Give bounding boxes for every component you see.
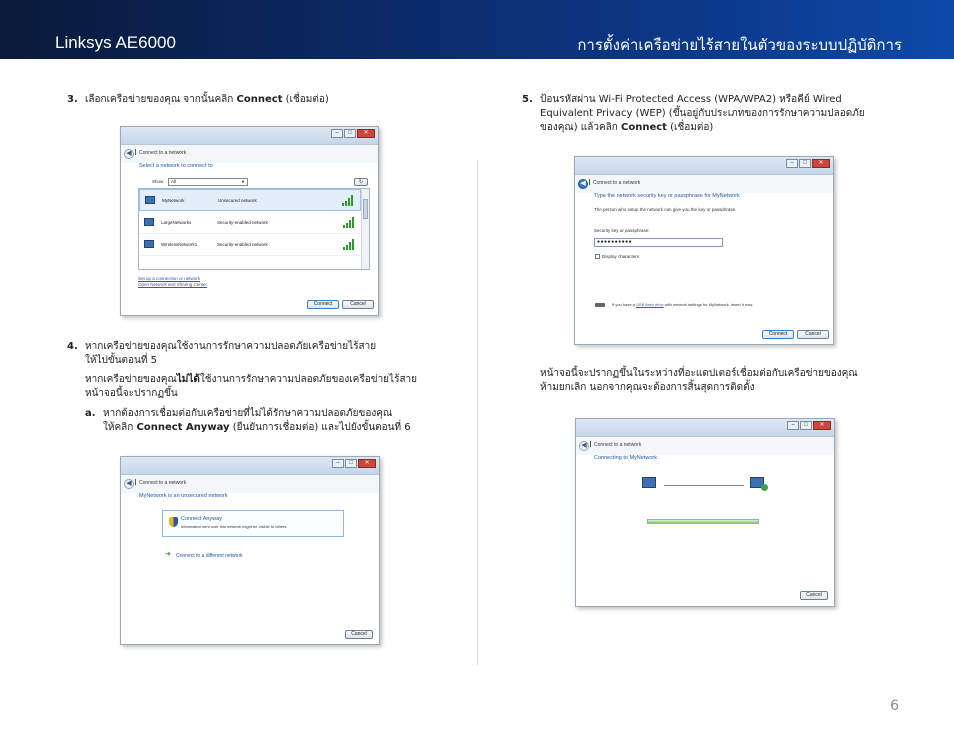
minimize-icon[interactable]: – [331, 129, 343, 138]
usb-text: with network settings for MyNetwork, insert it now. [663, 302, 754, 307]
step-text: (เชื่อมต่อ) [282, 94, 329, 105]
step-text: (เชื่อมต่อ) [666, 122, 714, 133]
step-text: หากเครือข่ายของคุณใช้งานการรักษาความปลอดภัยเครือข่ายไร้สาย [85, 341, 377, 352]
step-number: 3. [67, 94, 78, 105]
step-text: ของคุณ) แล้วคลิก [540, 122, 622, 133]
arrow-right-icon: ➜ [165, 551, 171, 558]
network-list [138, 188, 370, 270]
cancel-button[interactable]: Cancel [797, 330, 829, 339]
step-text: เลือกเครือข่ายของคุณ จากนั้นคลิก [85, 94, 237, 105]
step-4 [67, 340, 457, 368]
maximize-icon[interactable]: □ [345, 459, 357, 468]
column-divider [477, 160, 478, 665]
window-title: Connect to a network [139, 150, 187, 156]
para-text: ใช้งานการรักษาความปลอดภัยของเครือข่ายไร้สาย [199, 374, 418, 385]
window-content [121, 163, 378, 315]
maximize-icon[interactable]: □ [799, 159, 811, 168]
connect-different-link[interactable]: Connect to a different network [176, 553, 243, 559]
cancel-button[interactable]: Cancel [342, 300, 374, 309]
usb-note [612, 302, 753, 307]
network-status: Security-enabled network [217, 242, 268, 247]
connecting-window [575, 418, 835, 607]
network-row-largenetworks[interactable] [139, 212, 361, 234]
show-value: All [171, 179, 177, 184]
window-heading: Connecting to MyNetwork [594, 455, 657, 461]
option-description: Information sent over this network might be visible to others. [181, 524, 288, 529]
back-icon[interactable]: ◀ [578, 179, 588, 189]
title-bar [121, 457, 379, 475]
minimize-icon[interactable]: – [786, 159, 798, 168]
signal-icon [342, 195, 354, 206]
step-number: 5. [522, 94, 533, 105]
title-bar [576, 419, 834, 437]
minimize-icon[interactable]: – [787, 421, 799, 430]
step-5 [522, 93, 902, 135]
step-bold: Connect [236, 94, 283, 105]
show-select[interactable] [168, 178, 248, 186]
select-network-window [120, 126, 379, 316]
page-number: 6 [890, 698, 899, 714]
network-row-wirelessnetwork1[interactable] [139, 234, 361, 256]
title-bar [575, 157, 833, 175]
usb-flash-link[interactable]: USB flash drive [636, 302, 664, 307]
step-3 [67, 93, 457, 107]
connecting-note [540, 367, 910, 395]
step-text: ป้อนรหัสผ่าน Wi-Fi Protected Access (WPA/WPA2) หรือคีย์ Wired [540, 94, 842, 105]
cancel-button[interactable]: Cancel [345, 630, 373, 639]
back-icon[interactable]: ◀ [124, 149, 134, 159]
key-label: Security key or passphrase: [594, 228, 650, 233]
window-content [121, 493, 379, 644]
product-name: Linksys AE6000 [55, 33, 176, 52]
sub-text: (ยืนยันการเชื่อมต่อ) และไปยังขั้นตอนที่ 6 [229, 422, 411, 433]
close-icon[interactable]: ✕ [358, 459, 376, 468]
cancel-button[interactable]: Cancel [800, 591, 828, 600]
step-bold: Connect [621, 122, 667, 133]
section-title: การตั้งค่าเครือข่ายไร้สายในตัวของระบบปฏิบัติการ [577, 36, 902, 54]
connect-button[interactable]: Connect [307, 300, 339, 309]
signal-icon [343, 239, 355, 250]
step-4-paragraph [85, 373, 465, 401]
network-name: MyNetwork [162, 198, 185, 203]
unsecured-network-window [120, 456, 380, 645]
close-icon[interactable]: ✕ [812, 159, 830, 168]
para-bold: ไม่ได้ [176, 374, 200, 385]
step-4a [85, 407, 465, 435]
para-text: หากเครือข่ายของคุณ [85, 374, 177, 385]
window-title: Connect to a network [593, 180, 641, 186]
network-globe-icon [750, 477, 764, 488]
close-icon[interactable]: ✕ [813, 421, 831, 430]
security-key-window [574, 156, 834, 345]
close-icon[interactable]: ✕ [357, 129, 375, 138]
computer-icon [144, 218, 154, 226]
step-text: Equivalent Privacy (WEP) (ขึ้นอยู่กับประเภทของการรักษาความปลอดภัย [540, 108, 865, 119]
step-text: ให้ไปขั้นตอนที่ 5 [85, 355, 157, 366]
back-icon[interactable]: ◀ [124, 479, 134, 489]
shield-icon [169, 517, 178, 527]
page-header [0, 0, 954, 59]
refresh-button[interactable]: ↻ [354, 178, 368, 186]
network-name: WirelessNetwork1 [161, 242, 198, 247]
back-icon[interactable]: ◀ [579, 441, 589, 451]
title-bar [121, 127, 378, 145]
window-heading: MyNetwork is an unsecured network [139, 493, 228, 499]
sub-label: a. [85, 408, 96, 419]
usb-drive-icon [595, 303, 605, 307]
window-description: The person who setup the network can give you the key or passphrase. [594, 207, 737, 212]
network-sharing-center-link[interactable]: Open Network and Sharing Center [138, 282, 208, 287]
computer-icon [642, 477, 656, 488]
connection-line [664, 485, 744, 486]
network-status: Security-enabled network [217, 220, 268, 225]
computer-icon [144, 240, 154, 248]
setup-connection-link[interactable]: Set up a connection or network [138, 276, 201, 281]
show-label: Show [152, 179, 164, 184]
display-characters-label: Display characters [602, 254, 640, 259]
chevron-down-icon: ▼ [241, 179, 245, 184]
usb-text: If you have a [612, 302, 637, 307]
window-heading: Type the network security key or passphrase for MyNetwork [594, 193, 740, 199]
sub-bold: Connect Anyway [136, 422, 230, 433]
connect-anyway-option[interactable] [162, 510, 344, 537]
maximize-icon[interactable]: □ [344, 129, 356, 138]
window-title: Connect to a network [139, 480, 187, 486]
window-title: Connect to a network [594, 442, 642, 448]
network-status: Unsecured network [218, 198, 257, 203]
para-text: หน้าจอนี้จะปรากฏขึ้น [85, 388, 178, 399]
scroll-thumb[interactable] [363, 199, 368, 219]
maximize-icon[interactable]: □ [800, 421, 812, 430]
network-row-mynetwork[interactable] [139, 189, 361, 211]
note-text: ห้ามยกเลิก นอกจากคุณจะต้องการสิ้นสุดการติดตั้ง [540, 382, 755, 393]
window-content [576, 455, 834, 606]
computer-icon [145, 196, 155, 204]
option-title: Connect Anyway [181, 516, 222, 522]
sub-text: ให้คลิก [103, 422, 137, 433]
signal-icon [343, 217, 355, 228]
step-number: 4. [67, 341, 78, 352]
window-heading: Select a network to connect to [139, 163, 213, 169]
connect-button[interactable]: Connect [762, 330, 794, 339]
network-list-scrollbar[interactable] [361, 189, 369, 269]
window-content [575, 193, 833, 344]
display-characters-checkbox[interactable] [595, 254, 600, 259]
minimize-icon[interactable]: – [332, 459, 344, 468]
network-name: LargeNetworks [161, 220, 192, 225]
connecting-progress-bar [647, 519, 759, 524]
sub-text: หากต้องการเชื่อมต่อกับเครือข่ายที่ไม่ได้รักษาความปลอดภัยของคุณ [103, 408, 393, 419]
security-key-input[interactable]: ●●●●●●●●●● [594, 238, 723, 247]
note-text: หน้าจอนี้จะปรากฏขึ้นในระหว่างที่อะแดปเตอร์เชื่อมต่อกับเครือข่ายของคุณ [540, 368, 858, 379]
